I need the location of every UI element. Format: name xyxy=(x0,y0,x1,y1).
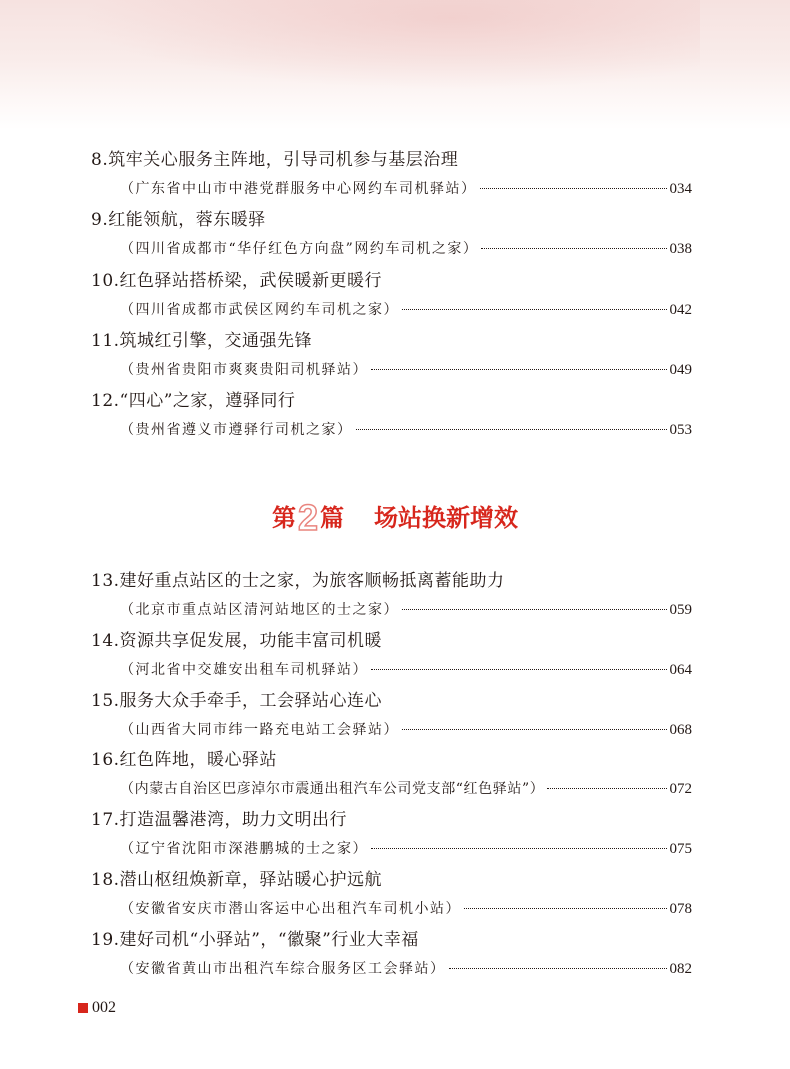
toc-entry-title: 14.资源共享促发展，功能丰富司机暖 xyxy=(91,631,383,651)
toc-page-number: 034 xyxy=(669,181,692,197)
toc-entry-subtitle-row xyxy=(120,360,692,380)
dot-leader xyxy=(371,669,667,670)
toc-entry-title: 13.建好重点站区的士之家，为旅客顺畅抵离蓄能助力 xyxy=(91,571,505,591)
toc-page-number: 042 xyxy=(669,302,692,318)
toc-page-number: 064 xyxy=(669,662,692,678)
toc-entry-subtitle: （贵州省贵阳市爽爽贵阳司机驿站） xyxy=(120,362,368,378)
toc-entry-title: 9.红能领航，蓉东暖驿 xyxy=(91,210,266,230)
section-number: 2 xyxy=(297,497,319,538)
toc-entry-subtitle: （内蒙古自治区巴彦淖尔市震通出租汽车公司党支部“红色驿站”） xyxy=(120,781,545,797)
footer-marker-square xyxy=(78,1003,88,1013)
toc-entry-subtitle-row xyxy=(120,660,692,680)
dot-leader xyxy=(449,968,667,969)
toc-page-number: 038 xyxy=(669,241,692,257)
section-heading xyxy=(0,498,790,538)
top-decorative-band xyxy=(0,0,790,130)
toc-entry-subtitle: （辽宁省沈阳市深港鹏城的士之家） xyxy=(120,841,368,857)
section-prefix: 第 xyxy=(271,504,296,532)
toc-entry-subtitle: （安徽省黄山市出租汽车综合服务区工会驿站） xyxy=(120,961,446,977)
toc-entry-subtitle: （广东省中山市中港党群服务中心网约车司机驿站） xyxy=(120,181,477,197)
toc-entry-subtitle: （贵州省遵义市遵驿行司机之家） xyxy=(120,422,353,438)
toc-entry-subtitle: （山西省大同市纬一路充电站工会驿站） xyxy=(120,722,399,738)
toc-entry-subtitle-row xyxy=(120,239,692,259)
toc-entry-subtitle-row xyxy=(120,420,692,440)
toc-entry-subtitle-row xyxy=(120,779,692,799)
toc-entry-subtitle-row xyxy=(120,300,692,320)
toc-entry-subtitle-row xyxy=(120,179,692,199)
toc-entry-subtitle: （安徽省安庆市潜山客运中心出租汽车司机小站） xyxy=(120,901,461,917)
toc-entry-title: 16.红色阵地，暖心驿站 xyxy=(91,750,278,770)
toc-page-number: 075 xyxy=(669,841,692,857)
toc-entry-title: 19.建好司机“小驿站”，“徽聚”行业大幸福 xyxy=(91,930,419,950)
dot-leader xyxy=(464,908,667,909)
toc-entry-subtitle: （北京市重点站区清河站地区的士之家） xyxy=(120,602,399,618)
toc-entry-title: 11.筑城红引擎，交通强先锋 xyxy=(91,331,313,351)
toc-entry-subtitle: （四川省成都市武侯区网约车司机之家） xyxy=(120,302,399,318)
dot-leader xyxy=(402,729,667,730)
page-footer xyxy=(78,996,116,1020)
toc-entry-subtitle: （河北省中交雄安出租车司机驿站） xyxy=(120,662,368,678)
dot-leader xyxy=(480,188,667,189)
toc-entry-subtitle-row xyxy=(120,720,692,740)
section-suffix: 篇 xyxy=(320,504,345,532)
dot-leader xyxy=(547,788,666,789)
toc-page-number: 068 xyxy=(669,722,692,738)
toc-entry-title: 12.“四心”之家，遵驿同行 xyxy=(91,391,296,411)
dot-leader xyxy=(402,609,667,610)
toc-entry-title: 17.打造温馨港湾，助力文明出行 xyxy=(91,810,348,830)
toc-entry-subtitle-row xyxy=(120,959,692,979)
toc-entry-title: 15.服务大众手牵手，工会驿站心连心 xyxy=(91,691,383,711)
dot-leader xyxy=(481,248,666,249)
toc-entry-subtitle-row xyxy=(120,899,692,919)
section-title: 场站换新增效 xyxy=(374,504,519,532)
toc-page-number: 082 xyxy=(669,961,692,977)
dot-leader xyxy=(371,848,667,849)
toc-entry-title: 10.红色驿站搭桥梁，武侯暖新更暖行 xyxy=(91,271,383,291)
toc-entry-subtitle: （四川省成都市“华仔红色方向盘”网约车司机之家） xyxy=(120,241,479,257)
toc-page-number: 059 xyxy=(669,602,692,618)
dot-leader xyxy=(371,369,667,370)
toc-entry-subtitle-row xyxy=(120,839,692,859)
footer-page-number: 002 xyxy=(92,999,116,1016)
toc-page-number: 053 xyxy=(669,422,692,438)
dot-leader xyxy=(356,429,667,430)
dot-leader xyxy=(402,309,667,310)
toc-entry-title: 8.筑牢关心服务主阵地，引导司机参与基层治理 xyxy=(91,150,459,170)
toc-entry-subtitle-row xyxy=(120,600,692,620)
toc-page-number: 049 xyxy=(669,362,692,378)
toc-entry-title: 18.潜山枢纽焕新章，驿站暖心护远航 xyxy=(91,870,383,890)
toc-page-number: 078 xyxy=(669,901,692,917)
toc-page-number: 072 xyxy=(669,781,692,797)
